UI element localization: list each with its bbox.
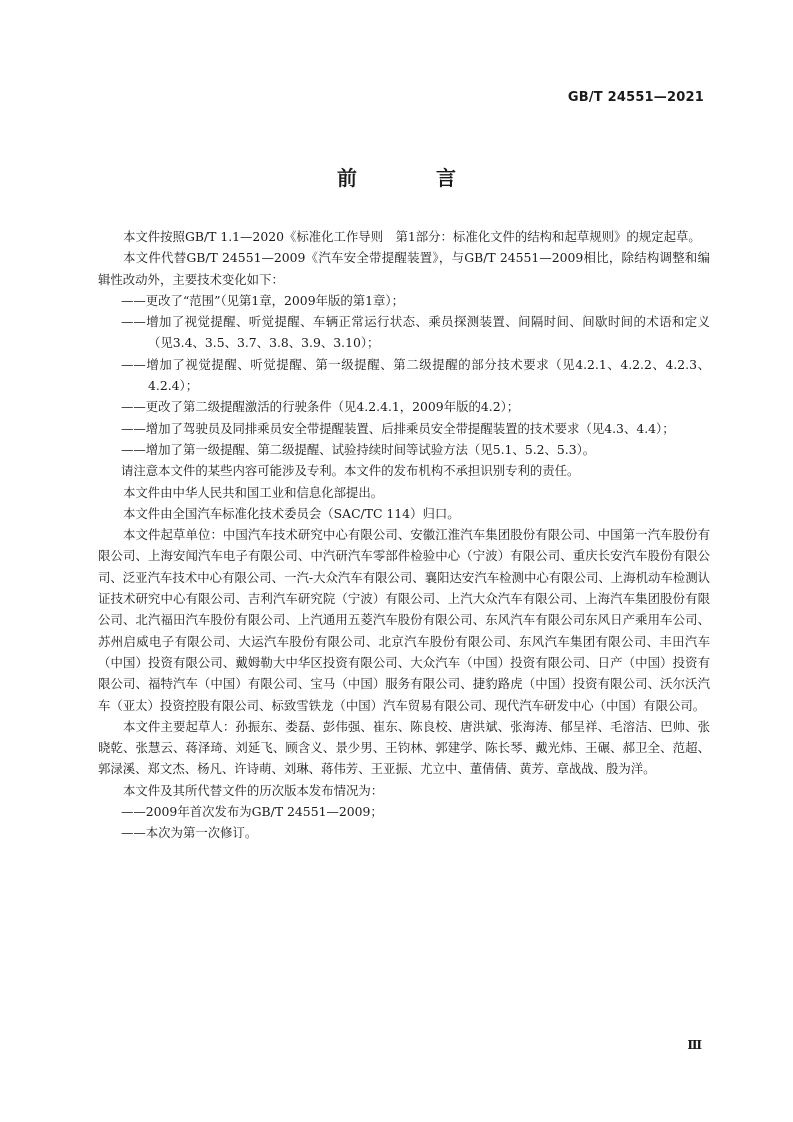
replacement-paragraph: 本文件代替GB/T 24551—2009《汽车安全带提醒装置》，与GB/T 24551—2009相比，除结构调整和编辑性改动外，主要技术变化如下：	[98, 250, 710, 287]
change-item-seat-belt-reminders: ——增加了驾驶员及同排乘员安全带提醒装置、后排乘员安全带提醒装置的技术要求（见4.3、4.4）；	[121, 420, 675, 436]
page-title: 前 言	[337, 166, 492, 190]
patent-notice: 请注意本文件的某些内容可能涉及专利。本文件的发布机构不承担识别专利的责任。	[121, 463, 580, 479]
drafters-paragraph: 本文件主要起草人：孙振东、娄磊、彭伟强、崔东、陈良校、唐洪斌、张海涛、郁呈祥、毛溶洁、巴帅、张晓乾、张慧云、蒋泽琦、刘延飞、顾含义、景少男、王钧林、郭建学、陈长琴、戴光炜、王碾、郝卫全、范超、郭渌溪、郑文杰、杨凡、许诗萌、刘琳、蒋伟芳、王亚振、尤立中、董倩倩、黄芳、章战战、殷为洋。	[98, 718, 710, 777]
drafting-organizations-paragraph: 本文件起草单位：中国汽车技术研究中心有限公司、安徽江淮汽车集团股份有限公司、中国第一汽车股份有限公司、上海安闻汽车电子有限公司、中汽研汽车零部件检验中心（宁波）有限公司、重庆长安汽车股份有限公司、泛亚汽车技术中心有限公司、一汽-大众汽车有限公司、襄阳达安汽车检测中心有限公司、上海机动车检测认证技术研究中心有限公司、吉利汽车研究院（宁波）有限公司、上汽大众汽车有限公司、上海汽车集团股份有限公司、北汽福田汽车股份有限公司、上汽通用五菱汽车股份有限公司、东风汽车有限公司东风日产乘用车公司、苏州启威电子有限公司、大运汽车股份有限公司、北京汽车股份有限公司、东风汽车集团有限公司、丰田汽车（中国）投资有限公司、戴姆勒大中华区投资有限公司、大众汽车（中国）投资有限公司、日产（中国）投资有限公司、福特汽车（中国）有限公司、宝马（中国）服务有限公司、捷豹路虎（中国）投资有限公司、沃尔沃汽车（亚太）投资控股有限公司、标致雪铁龙（中国）汽车贸易有限公司、现代汽车研发中心（中国）有限公司。	[98, 527, 710, 713]
technical-committee-paragraph: 本文件由全国汽车标准化技术委员会（SAC/TC 114）归口。	[123, 505, 460, 521]
history-item-first-issue: ——2009年首次发布为GB/T 24551—2009；	[121, 804, 383, 820]
standard-number: GB/T 24551—2021	[567, 90, 704, 105]
foreword-body	[98, 226, 710, 844]
change-item-technical-requirements: ——增加了视觉提醒、听觉提醒、第一级提醒、第二级提醒的部分技术要求（见4.2.1、4.2.2、4.2.3、4.2.4）；	[121, 356, 710, 394]
page-number: Ⅲ	[687, 1038, 702, 1052]
history-item-revision: ——本次为第一次修订。	[121, 825, 258, 841]
change-item-test-methods: ——增加了第一级提醒、第二级提醒、试验持续时间等试验方法（见5.1、5.2、5.3）。	[121, 441, 596, 457]
history-intro-paragraph: 本文件及其所代替文件的历次版本发布情况为：	[123, 782, 384, 798]
change-item-scope: ——更改了“范围”（见第1章，2009年版的第1章）；	[121, 292, 404, 308]
change-item-driving-conditions: ——更改了第二级提醒激活的行驶条件（见4.2.4.1，2009年版的4.2）；	[121, 399, 520, 415]
change-item-terms: ——增加了视觉提醒、听觉提醒、车辆正常运行状态、乘员探测装置、间隔时间、间歇时间的术语和定义（见3.4、3.5、3.7、3.8、3.9、3.10）；	[121, 314, 710, 351]
proposer-paragraph: 本文件由中华人民共和国工业和信息化部提出。	[123, 484, 384, 500]
drafting-basis-paragraph: 本文件按照GB/T 1.1—2020《标准化工作导则 第1部分：标准化文件的结构和起草规则》的规定起草。	[123, 229, 701, 244]
